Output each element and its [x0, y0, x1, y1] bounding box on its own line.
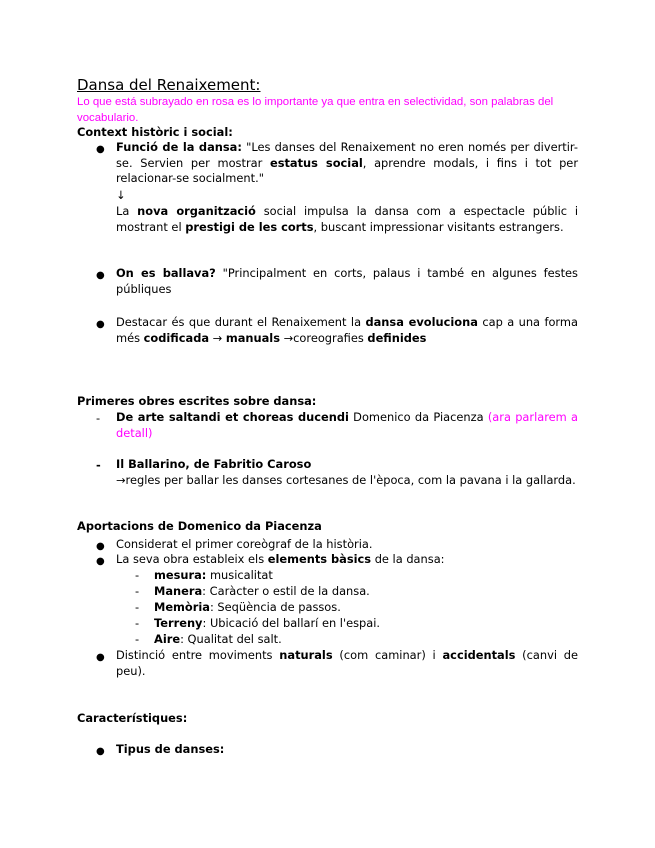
element-item [154, 616, 380, 632]
text: , buscant impressionar visitants estrangers. [313, 219, 564, 234]
text: La seva obra estableix els [116, 552, 268, 566]
bold-term: codificada [143, 330, 210, 345]
text: musicalitat [206, 568, 273, 582]
bold-term: naturals [279, 648, 333, 662]
bold-term: definides [367, 330, 427, 345]
bold-term: Il Ballarino, de Fabritio Caroso [116, 457, 312, 471]
element-item [154, 568, 273, 584]
text: Destacar és que durant el Renaixement la [116, 315, 366, 329]
bullet-icon: ● [96, 270, 105, 281]
bold-term: Aire [154, 632, 181, 646]
dash-marker: - [96, 458, 101, 472]
element-item [154, 600, 341, 616]
bold-term: Terreny [154, 616, 203, 630]
text: : Caràcter o estil de la dansa. [202, 584, 370, 598]
bold-term: estatus social [269, 155, 363, 170]
obra-item-2 [116, 457, 578, 488]
dash-marker: - [135, 584, 140, 598]
highlight-note: Lo que está subrayado en rosa es lo importante ya que entra en selectividad, son palabras del vocabulario. [77, 96, 554, 124]
text: "Principalment en corts, palaus i també en algunes festes públiques [116, 266, 578, 296]
bold-term: prestigi de les corts [185, 219, 314, 234]
obra-item-1 [116, 410, 578, 441]
funcio-paragraph [116, 140, 578, 187]
dash-marker: - [135, 600, 140, 614]
text: → [209, 330, 226, 345]
text: : Ubicació del ballarí en l'espai. [202, 616, 381, 630]
text: Distinció entre moviments [116, 648, 280, 662]
text: "Les danses del Renaixement no eren només per divertir-se. Servien per mostrar [116, 140, 578, 170]
text: →regles per ballar les danses cortesanes de l'època, com la pavana i la gallarda. [116, 472, 576, 487]
on-paragraph [116, 266, 578, 297]
bold-term: accidentals [442, 648, 516, 662]
bold-term: mesura: [154, 568, 207, 582]
bold-term: De arte saltandi et choreas ducendi [116, 410, 349, 424]
pink-note: (ara parlarem a detall) [116, 410, 579, 440]
section-heading-aportacions: Aportacions de Domenico da Piacenza [77, 519, 322, 533]
text: La [116, 204, 138, 218]
text: cap a una forma més [116, 315, 578, 345]
text: (canvi de peu). [116, 648, 579, 678]
text: social impulsa la dansa com a espectacle públic i mostrant el [116, 204, 578, 234]
text: , aprendre modals, i fins i tot per relacionar-se socialment." [116, 155, 578, 186]
destacar-paragraph [116, 315, 578, 346]
bullet-icon: ● [96, 746, 105, 757]
section-heading-caracteristiques: Característiques: [77, 711, 188, 725]
section-heading-context: Context històric i social: [77, 125, 233, 139]
bold-term: elements bàsics [267, 552, 372, 566]
text: Domenico da Piacenza [348, 410, 488, 424]
bold-term: Manera [154, 584, 203, 598]
text: (com caminar) i [332, 648, 443, 662]
element-item [154, 632, 282, 648]
page-title: Dansa del Renaixement: [77, 76, 261, 94]
on-label: On es ballava? [116, 266, 216, 280]
text: de la dansa: [371, 552, 445, 566]
bold-term: manuals [225, 330, 280, 345]
bold-term: nova organització [137, 204, 256, 218]
bullet-icon: ● [96, 541, 105, 552]
down-arrow-icon: ↓ [116, 188, 126, 202]
tipus-danses: Tipus de danses: [116, 742, 225, 756]
bullet-icon: ● [96, 319, 105, 330]
element-item [154, 584, 370, 600]
aportacio-3 [116, 648, 578, 679]
aportacio-2 [116, 552, 578, 568]
section-heading-obres: Primeres obres escrites sobre dansa: [77, 394, 317, 408]
dash-marker: - [96, 411, 101, 425]
bold-term: Memòria [154, 600, 210, 614]
aportacio-1: Considerat el primer coreògraf de la història. [116, 537, 373, 551]
dash-marker: - [135, 632, 140, 646]
organitzacio-paragraph [116, 204, 578, 235]
bold-term: dansa evoluciona [365, 315, 478, 329]
bullet-icon: ● [96, 144, 105, 155]
funcio-label: Funció de la dansa: [116, 140, 242, 154]
text: : Qualitat del salt. [180, 632, 282, 646]
dash-marker: - [135, 616, 140, 630]
bullet-icon: ● [96, 652, 105, 663]
text: →coreografies [279, 330, 368, 345]
dash-marker: - [135, 568, 140, 582]
text: : Seqüència de passos. [209, 600, 341, 614]
bullet-icon: ● [96, 556, 105, 567]
